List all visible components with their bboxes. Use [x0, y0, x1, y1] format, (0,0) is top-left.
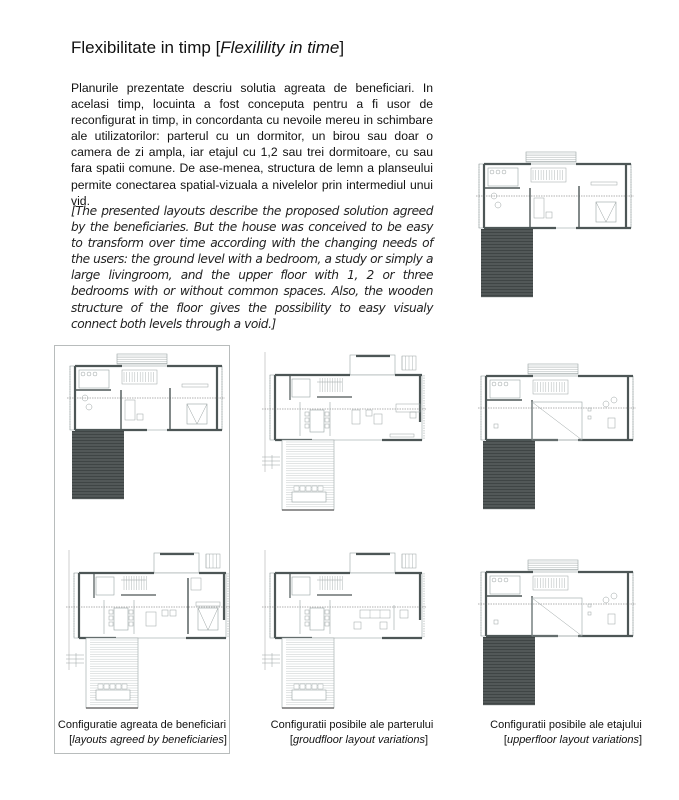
title-english: Flexilility in time [220, 38, 340, 57]
caption-english [476, 733, 656, 748]
floor-plan-ground-variation-2 [262, 550, 442, 720]
stair [533, 576, 568, 590]
bracket: [ [289, 734, 293, 746]
entrance [350, 355, 395, 375]
balcony [528, 364, 578, 374]
caption-english-text: groudfloor layout variations [292, 734, 426, 746]
stair [531, 168, 566, 182]
description-romanian: Planurile prezentate descriu solutia agreata de beneficiari. In acelasi timp, locuinta a fost conceputa pentru a fi usor de reconfigurat in timp, in concordanta cu nevoile mereu in schimbare ale utilizatorilor: parterul cu un dormitor, un birou sau doar o camera de zi ampla, iar etajul cu 1,2 sau trei dormitoare, cu sau fara spatii comune. De ase-menea, structura de lemn a planseului permite conectarea spatial-vizuala a nivelelor prin intermediul unui vid. [71, 81, 433, 208]
seat [294, 684, 299, 689]
caption-english-text: layouts agreed by beneficiaries [72, 734, 224, 746]
seat [98, 684, 103, 689]
plan-drawing-ground-variation-1 [262, 352, 442, 522]
caption-groundfloor [262, 718, 442, 748]
deck [483, 637, 535, 705]
bracket: ] [425, 734, 429, 746]
plan-drawing-upper-variation-2 [478, 558, 638, 718]
seat [122, 684, 127, 689]
seat [318, 486, 323, 491]
seat [306, 486, 311, 491]
bracket: [ [215, 38, 221, 57]
entrance [154, 553, 199, 573]
plan-drawing-upper-variation-1 [478, 362, 638, 522]
seat [116, 684, 121, 689]
seat [300, 684, 305, 689]
bracket: ] [223, 734, 227, 746]
caption-romanian: Configuratii posibile ale etajului [490, 719, 642, 731]
bracket: ] [339, 38, 345, 57]
page-title [71, 38, 344, 58]
title-romanian: Flexibilitate in timp [71, 38, 216, 57]
caption-english [56, 733, 228, 748]
seat [306, 684, 311, 689]
bracket: [ [69, 734, 73, 746]
seat [104, 684, 109, 689]
seat [312, 684, 317, 689]
seat [318, 684, 323, 689]
balcony [117, 354, 167, 364]
caption-upperfloor [476, 718, 656, 748]
bench [292, 492, 326, 502]
seat [294, 486, 299, 491]
balcony [528, 560, 578, 570]
deck [481, 229, 533, 297]
house-outline [270, 375, 422, 440]
description-english: [The presented layouts describe the proposed solution agreed by the beneficiaries. But the house was conceived to be easy to transform over time according with the changing needs of the users: the ground level with a bedroom, a study or simply a large livingroom, and the upper floor with 1, 2 or three bedrooms with or without common spaces. Also, the wooden structure of the floor gives the possibility to easy visualy connect both levels through a void.] [71, 204, 433, 331]
plan-drawing-featured-upper [476, 150, 636, 310]
caption-english-text: upperfloor layout variations [506, 734, 640, 746]
floor-plan-upper-variation-1 [478, 362, 638, 522]
seat [312, 486, 317, 491]
plan-drawing-agreed-ground [66, 550, 226, 710]
caption-english [262, 733, 442, 748]
caption-romanian: Configuratii posibile ale parterului [270, 719, 434, 731]
floor-plan-upper-variation-2 [478, 558, 638, 718]
floor-plan-ground-variation-1 [262, 352, 442, 522]
balcony [526, 152, 576, 162]
house-outline [270, 573, 422, 638]
floor-plan-featured-upper [476, 150, 636, 310]
caption-agreed [56, 718, 228, 748]
seat [300, 486, 305, 491]
stair [122, 370, 157, 384]
stair [533, 380, 568, 394]
caption-romanian: Configuratie agreata de beneficiari [57, 719, 227, 731]
plan-drawing-agreed-upper [67, 352, 227, 512]
plan-drawing-ground-variation-2 [262, 550, 442, 720]
house-outline [74, 573, 226, 638]
deck [483, 441, 535, 509]
bracket: [ [503, 734, 507, 746]
floor-plan-agreed-upper [67, 352, 227, 512]
deck [72, 431, 124, 499]
floor-plan-agreed-ground [66, 550, 226, 710]
bracket: ] [639, 734, 643, 746]
seat [110, 684, 115, 689]
bench [292, 690, 326, 700]
entrance [350, 553, 395, 573]
bench [96, 690, 130, 700]
